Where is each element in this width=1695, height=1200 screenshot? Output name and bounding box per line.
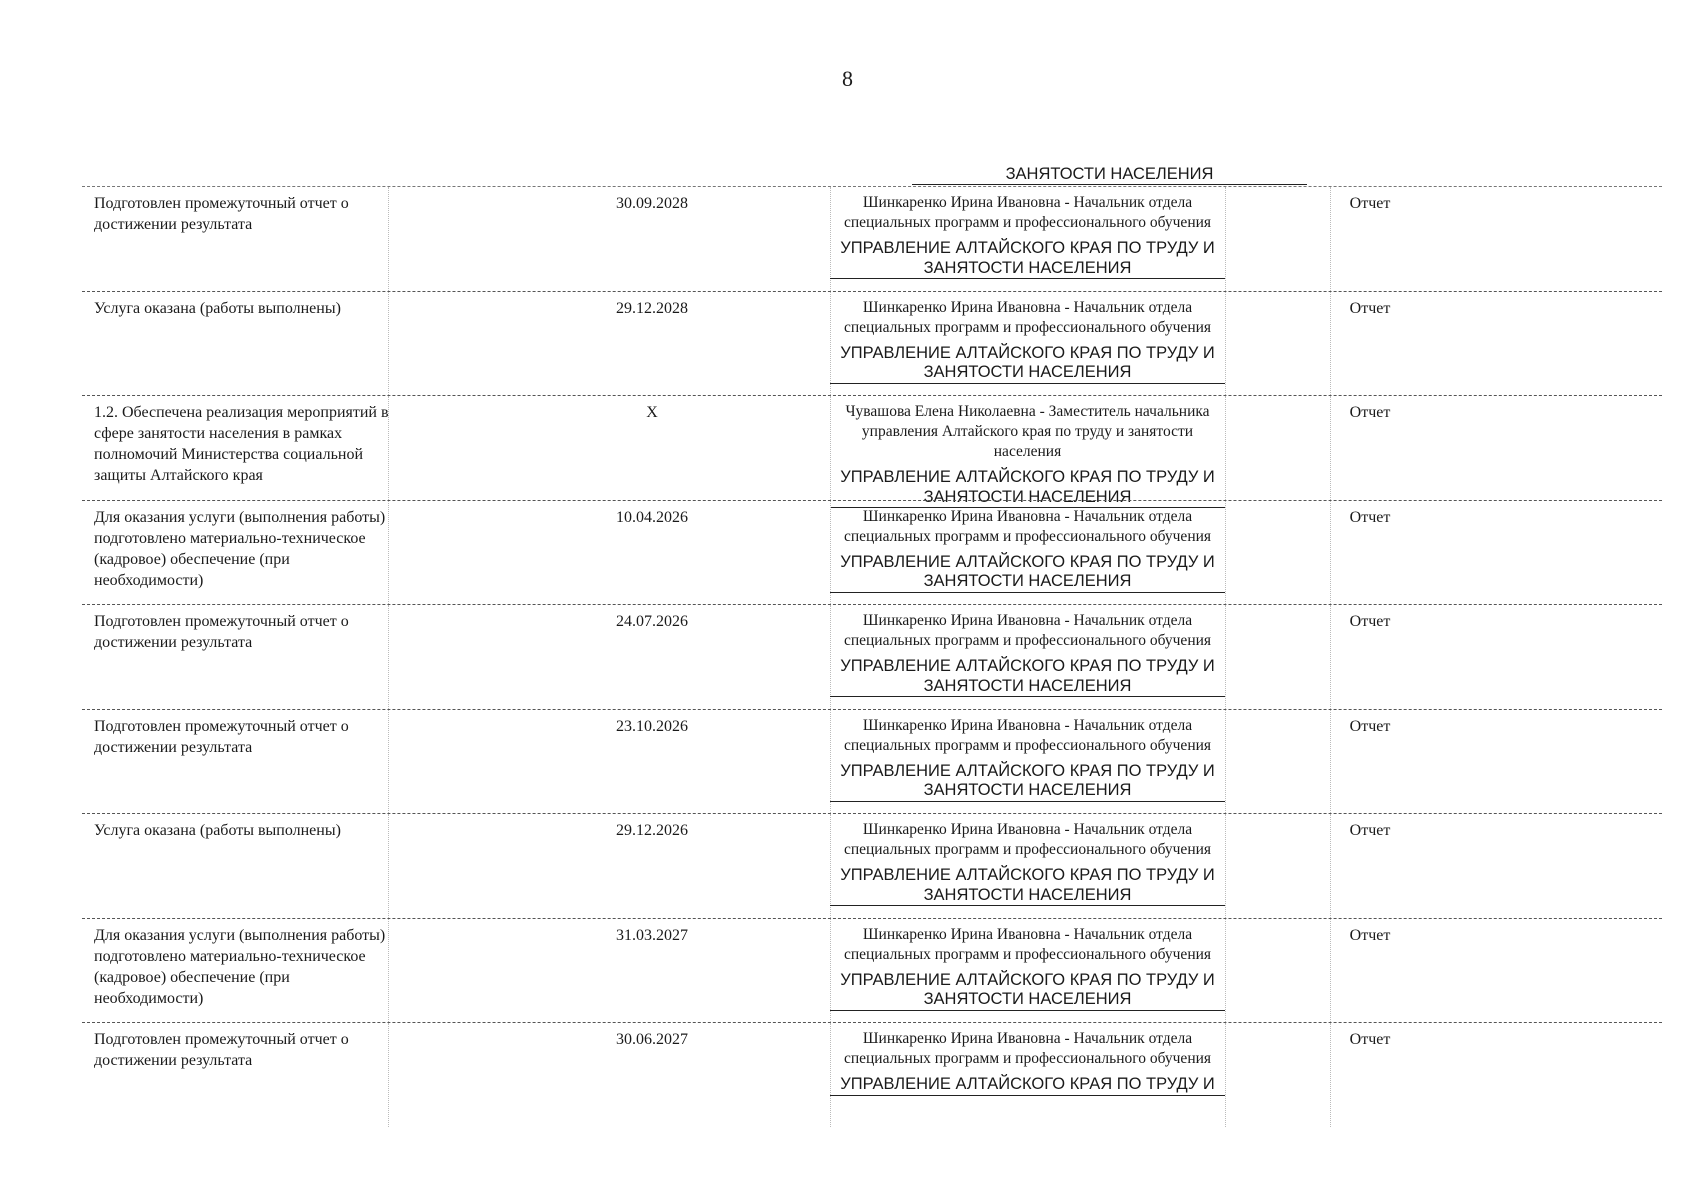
table-row bbox=[82, 604, 1662, 709]
row-date: 29.12.2026 bbox=[616, 822, 688, 839]
row-date: 23.10.2026 bbox=[616, 717, 688, 735]
row-event-name: Подготовлен промежуточный отчет о достижении результата bbox=[94, 717, 349, 756]
responsible-person: Шинкаренко Ирина Ивановна - Начальник отдела специальных программ и профессионального обучения bbox=[843, 507, 1212, 545]
row-date: 31.03.2027 bbox=[616, 926, 688, 944]
responsible-org: УПРАВЛЕНИЕ АЛТАЙСКОГО КРАЯ ПО ТРУДУ И ЗАНЯТОСТИ НАСЕЛЕНИЯ bbox=[830, 971, 1225, 1011]
table-row bbox=[82, 1022, 1662, 1127]
table-row bbox=[82, 186, 1662, 291]
table-row bbox=[82, 709, 1662, 814]
column-divider bbox=[1225, 501, 1226, 605]
row-event-name: Для оказания услуги (выполнения работы) подготовлено материально-техническое (кадровое) обеспечение (при необходимости) bbox=[94, 926, 386, 1007]
responsible-org: УПРАВЛЕНИЕ АЛТАЙСКОГО КРАЯ ПО ТРУДУ И ЗАНЯТОСТИ НАСЕЛЕНИЯ bbox=[830, 657, 1225, 697]
row-date: 10.04.2026 bbox=[616, 508, 688, 526]
row-event-name: Услуга оказана (работы выполнены) bbox=[94, 299, 341, 317]
responsible-person: Шинкаренко Ирина Ивановна - Начальник отдела специальных программ и профессионального обучения bbox=[843, 716, 1212, 754]
row-document: Отчет bbox=[1349, 613, 1391, 630]
responsible-person: Шинкаренко Ирина Ивановна - Начальник отдела специальных программ и профессионального обучения bbox=[843, 925, 1212, 963]
responsible-org: УПРАВЛЕНИЕ АЛТАЙСКОГО КРАЯ ПО ТРУДУ И ЗАНЯТОСТИ НАСЕЛЕНИЯ bbox=[830, 553, 1225, 593]
responsible-person: Шинкаренко Ирина Ивановна - Начальник отдела специальных программ и профессионального обучения bbox=[843, 1030, 1212, 1067]
row-event-name: Подготовлен промежуточный отчет о достижении результата bbox=[94, 613, 349, 651]
table-row bbox=[82, 291, 1662, 396]
row-document: Отчет bbox=[1349, 717, 1391, 735]
row-responsible bbox=[830, 402, 1225, 508]
responsible-person: Шинкаренко Ирина Ивановна - Начальник отдела специальных программ и профессионального обучения bbox=[843, 298, 1212, 336]
column-divider bbox=[1225, 605, 1226, 709]
row-document: Отчет bbox=[1349, 299, 1391, 317]
row-responsible bbox=[830, 716, 1225, 802]
responsible-org: УПРАВЛЕНИЕ АЛТАЙСКОГО КРАЯ ПО ТРУДУ И ЗАНЯТОСТИ НАСЕЛЕНИЯ bbox=[830, 344, 1225, 384]
row-responsible bbox=[830, 820, 1225, 906]
responsible-org: УПРАВЛЕНИЕ АЛТАЙСКОГО КРАЯ ПО ТРУДУ И ЗАНЯТОСТИ НАСЕЛЕНИЯ bbox=[830, 866, 1225, 906]
row-date: 30.09.2028 bbox=[616, 195, 688, 212]
column-divider bbox=[1225, 1023, 1226, 1127]
responsible-person: Шинкаренко Ирина Ивановна - Начальник отдела специальных программ и профессионального обучения bbox=[843, 612, 1212, 649]
column-divider bbox=[1225, 187, 1226, 291]
responsible-org: УПРАВЛЕНИЕ АЛТАЙСКОГО КРАЯ ПО ТРУДУ И ЗАНЯТОСТИ НАСЕЛЕНИЯ bbox=[830, 239, 1225, 279]
responsible-person: Чувашова Елена Николаевна - Заместитель начальника управления Алтайского края по труду и занятости населения bbox=[845, 403, 1210, 460]
row-date: Х bbox=[646, 404, 658, 421]
responsible-org: УПРАВЛЕНИЕ АЛТАЙСКОГО КРАЯ ПО ТРУДУ И ЗАНЯТОСТИ НАСЕЛЕНИЯ bbox=[830, 468, 1225, 508]
row-document: Отчет bbox=[1349, 926, 1391, 944]
row-responsible bbox=[830, 507, 1225, 593]
responsible-person: Шинкаренко Ирина Ивановна - Начальник отдела специальных программ и профессионального обучения bbox=[843, 821, 1212, 858]
table-row bbox=[82, 813, 1662, 918]
table-rows bbox=[82, 186, 1662, 1127]
row-document: Отчет bbox=[1349, 1031, 1391, 1048]
responsible-person: Шинкаренко Ирина Ивановна - Начальник отдела специальных программ и профессионального обучения bbox=[843, 194, 1212, 231]
row-event-name: Услуга оказана (работы выполнены) bbox=[94, 822, 341, 839]
column-divider bbox=[1225, 710, 1226, 814]
column-divider bbox=[1225, 814, 1226, 918]
row-date: 24.07.2026 bbox=[616, 613, 688, 630]
row-event-name: Для оказания услуги (выполнения работы) подготовлено материально-техническое (кадровое) обеспечение (при необходимости) bbox=[94, 508, 386, 589]
responsible-org: УПРАВЛЕНИЕ АЛТАЙСКОГО КРАЯ ПО ТРУДУ И ЗАНЯТОСТИ НАСЕЛЕНИЯ bbox=[830, 762, 1225, 802]
row-responsible bbox=[830, 611, 1225, 697]
row-event-name: Подготовлен промежуточный отчет о достижении результата bbox=[94, 195, 349, 233]
column-divider bbox=[1225, 396, 1226, 500]
row-document: Отчет bbox=[1349, 508, 1391, 526]
page-number: 8 bbox=[842, 66, 853, 91]
responsible-org: УПРАВЛЕНИЕ АЛТАЙСКОГО КРАЯ ПО ТРУДУ И bbox=[830, 1075, 1225, 1096]
row-responsible bbox=[830, 925, 1225, 1011]
row-document: Отчет bbox=[1349, 404, 1391, 421]
row-date: 30.06.2027 bbox=[616, 1031, 688, 1048]
row-event-name: 1.2. Обеспечена реализация мероприятий в сфере занятости населения в рамках полномочий Министерства социальной защиты Алтайского края bbox=[94, 404, 389, 484]
continued-org-name: ЗАНЯТОСТИ НАСЕЛЕНИЯ bbox=[912, 165, 1307, 185]
row-document: Отчет bbox=[1349, 195, 1391, 212]
row-responsible bbox=[830, 298, 1225, 384]
table-row bbox=[82, 918, 1662, 1023]
row-date: 29.12.2028 bbox=[616, 299, 688, 317]
row-responsible bbox=[830, 193, 1225, 279]
row-event-name: Подготовлен промежуточный отчет о достижении результата bbox=[94, 1031, 349, 1069]
column-divider bbox=[1225, 919, 1226, 1023]
row-responsible bbox=[830, 1029, 1225, 1096]
row-document: Отчет bbox=[1349, 822, 1391, 839]
table-row bbox=[82, 395, 1662, 506]
column-divider bbox=[1225, 292, 1226, 396]
table-row bbox=[82, 500, 1662, 605]
